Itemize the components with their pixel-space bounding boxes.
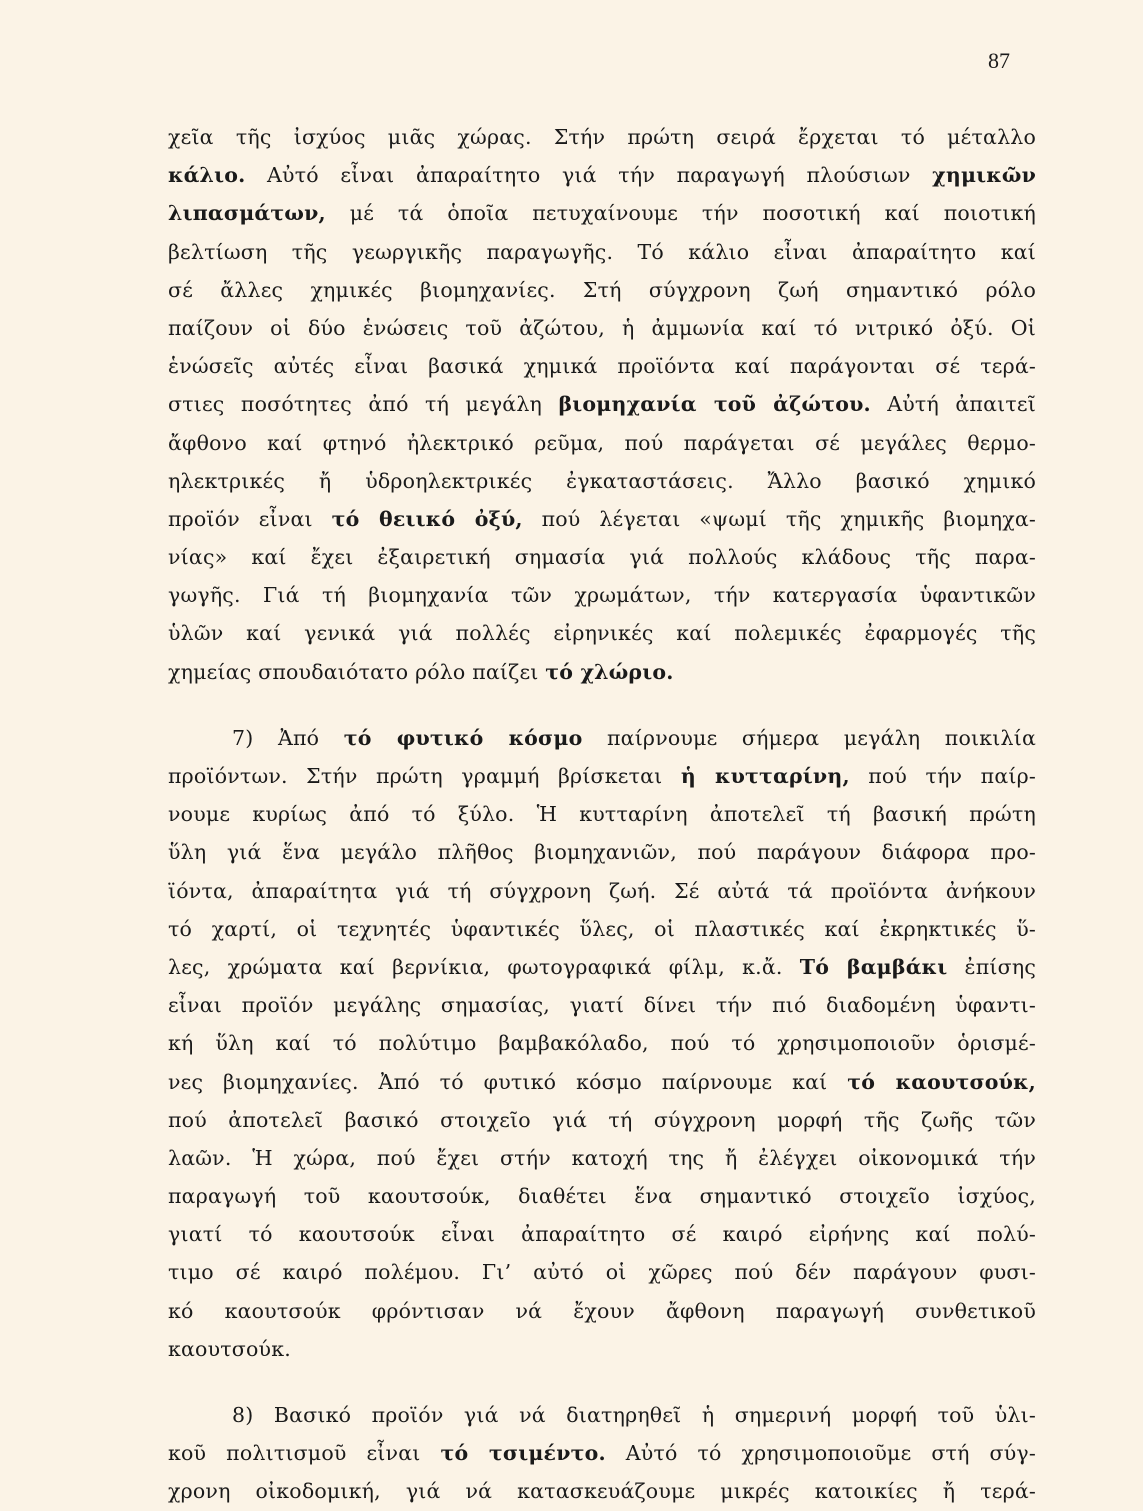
text-run: ἐπίσης [947,954,1037,979]
text-run: μέ τά ὁποῖα πετυχαίνουμε τήν ποσοτική καί ποιοτική [325,201,1036,226]
text-run: ὕλη γιά ἕνα μεγάλο πλῆθος βιομηχανιῶν, πού παράγουν διάφορα προ- [168,840,1036,865]
text-run: ἑνώσεῖς αὐτές εἶναι βασικά χημικά προϊόντα καί παράγονται σέ τερά- [168,354,1036,379]
text-run: τό χαρτί, οἱ τεχνητές ὑφαντικές ὕλες, οἱ πλαστικές καί ἐκρηκτικές ὕ- [168,916,1036,941]
bold-term: ἡ κυτταρίνη, [680,764,850,788]
text-line [168,1215,1036,1253]
text-line [168,948,1036,986]
text-run: γιατί τό καουτσούκ εἶναι ἀπαραίτητο σέ καιρό εἰρήνης καί πολύ- [168,1222,1036,1247]
text-line [168,986,1036,1024]
bold-term: Τό βαμβάκι [799,954,948,979]
text-run: Αὐτή ἀπαιτεῖ [870,392,1036,417]
bold-term: λιπασμάτων, [168,201,326,226]
text-run: νίας» καί ἔχει ἐξαιρετική σημασία γιά πολλούς κλάδους τῆς παρα- [168,545,1036,570]
text-run: πού λέγεται «ψωμί τῆς χημικῆς βιομηχα- [522,506,1036,531]
text-line [168,1024,1036,1062]
text-run: παίρνουμε σήμερα μεγάλη ποικιλία [582,725,1036,750]
text-run: βελτίωση τῆς γεωργικῆς παραγωγῆς. Τό κάλιο εἶναι ἀπαραίτητο καί [168,239,1036,264]
text-line [168,910,1036,948]
text-run: ηλεκτρικές ἤ ὑδροηλεκτρικές ἐγκαταστάσεις. Ἄλλο βασικό χημικό [168,468,1036,493]
text-line [168,576,1036,614]
text-run: προϊόντων. Στήν πρώτη γραμμή βρίσκεται [168,764,681,788]
text-line [168,719,1036,757]
bold-term: χημικῶν [932,163,1036,188]
bold-term: τό θειικό ὀξύ, [331,506,523,531]
text-line [168,538,1036,576]
text-line [168,385,1036,423]
text-line [168,462,1036,500]
paragraph-1 [168,118,1036,691]
text-line [168,1063,1036,1101]
text-line [168,1253,1036,1291]
text-run: χημείας σπουδαιότατο ρόλο παίζει [168,659,546,684]
paragraph-gap [168,691,1036,719]
text-line [168,424,1036,462]
text-run: σέ ἄλλες χημικές βιομηχανίες. Στή σύγχρονη ζωή σημαντικό ρόλο [168,277,1036,302]
bold-term: βιομηχανία τοῦ ἀζώτου. [558,392,871,417]
text-line [168,872,1036,910]
text-run: εἶναι προϊόν μεγάλης σημασίας, γιατί δίνει τήν πιό διαδομένη ὑφαντι- [168,993,1036,1018]
paragraph-2 [168,719,1036,1368]
text-line [168,118,1036,156]
text-line [168,653,1036,691]
bold-term: τό καουτσούκ, [847,1069,1036,1094]
text-line [168,1396,1036,1434]
text-run: λες, χρώματα καί βερνίκια, φωτογραφικά φίλμ, κ.ἄ. [168,954,800,979]
bold-term: τό φυτικό κόσμο [343,725,583,750]
text-run: τιμο σέ καιρό πολέμου. Γι’ αὐτό οἱ χῶρες πού δέν παράγουν φυσι- [168,1260,1036,1285]
text-run: πού ἀποτελεῖ βασικό στοιχεῖο γιά τή σύγχρονη μορφή τῆς ζωῆς τῶν [168,1107,1036,1132]
text-line [168,1101,1036,1139]
text-line [168,500,1036,538]
text-run: νες βιομηχανίες. Ἀπό τό φυτικό κόσμο παίρνουμε καί [168,1069,848,1094]
text-run: ὑλῶν καί γενικά γιά πολλές εἰρηνικές καί πολεμικές ἐφαρμογές τῆς [168,621,1036,646]
text-line [168,757,1036,795]
text-run: κό καουτσούκ φρόντισαν νά ἔχουν ἄφθονη παραγωγή συνθετικοῦ [168,1298,1036,1323]
text-line [168,233,1036,271]
text-run: χεῖα τῆς ἰσχύος μιᾶς χώρας. Στήν πρώτη σειρά ἔρχεται τό μέταλλο [168,125,1036,149]
text-run: ϊόντα, ἀπαραίτητα γιά τή σύγχρονη ζωή. Σέ αὐτά τά προϊόντα ἀνήκουν [168,878,1036,903]
text-run: ἄφθονο καί φτηνό ἠλεκτρικό ρεῦμα, πού παράγεται σέ μεγάλες θερμο- [168,430,1036,455]
text-line [168,1472,1036,1510]
text-run: παραγωγή τοῦ καουτσούκ, διαθέτει ἕνα σημαντικό στοιχεῖο ἰσχύος, [168,1184,1036,1209]
text-line [168,156,1036,194]
text-run: προϊόν εἶναι [168,506,332,531]
text-line [168,795,1036,833]
text-run: 7) Ἀπό [232,725,344,750]
text-line [168,1330,1036,1368]
text-line [168,347,1036,385]
text-run: νουμε κυρίως ἀπό τό ξύλο. Ἡ κυτταρίνη ἀποτελεῖ τή βασική πρώτη [168,802,1036,827]
text-line [168,833,1036,871]
text-line [168,1177,1036,1215]
text-run: 8) Βασικό προϊόν γιά νά διατηρηθεῖ ἡ σημερινή μορφή τοῦ ὑλι- [232,1403,1036,1427]
text-run: Αὐτό εἶναι ἀπαραίτητο γιά τήν παραγωγή πλούσιων [245,163,933,188]
text-line [168,1434,1036,1472]
text-run: γωγῆς. Γιά τή βιομηχανία τῶν χρωμάτων, τήν κατεργασία ὑφαντικῶν [168,583,1036,608]
bold-term: κάλιο. [168,163,246,188]
text-run: καουτσούκ. [168,1336,291,1361]
body-text [168,118,1036,1511]
text-run: λαῶν. Ἡ χώρα, πού ἔχει στήν κατοχή της ἤ ἐλέγχει οἰκονομικά τήν [168,1145,1036,1170]
bold-term: τό χλώριο. [545,659,674,684]
text-run: πού τήν παίρ- [849,764,1036,788]
text-run: κή ὕλη καί τό πολύτιμο βαμβακόλαδο, πού τό χρησιμοποιοῦν ὁρισμέ- [168,1031,1036,1056]
paragraph-gap [168,1368,1036,1396]
text-run: χρονη οἰκοδομική, γιά νά κατασκευάζουμε μικρές κατοικίες ἤ τερά- [168,1479,1036,1504]
text-line [168,1292,1036,1330]
text-run: κοῦ πολιτισμοῦ εἶναι [168,1441,441,1466]
text-run: Αὐτό τό χρησιμοποιοῦμε στή σύγ- [605,1441,1036,1466]
text-line [168,271,1036,309]
text-line [168,194,1036,232]
text-line [168,1139,1036,1177]
text-run: στιες ποσότητες ἀπό τή μεγάλη [168,392,559,417]
paragraph-3 [168,1396,1036,1511]
text-line [168,614,1036,652]
text-line [168,309,1036,347]
bold-term: τό τσιμέντο. [440,1441,606,1466]
text-run: παίζουν οἱ δύο ἑνώσεις τοῦ ἀζώτου, ἡ ἀμμωνία καί τό νιτρικό ὀξύ. Οἱ [168,315,1036,340]
page-number: 87 [988,48,1010,73]
